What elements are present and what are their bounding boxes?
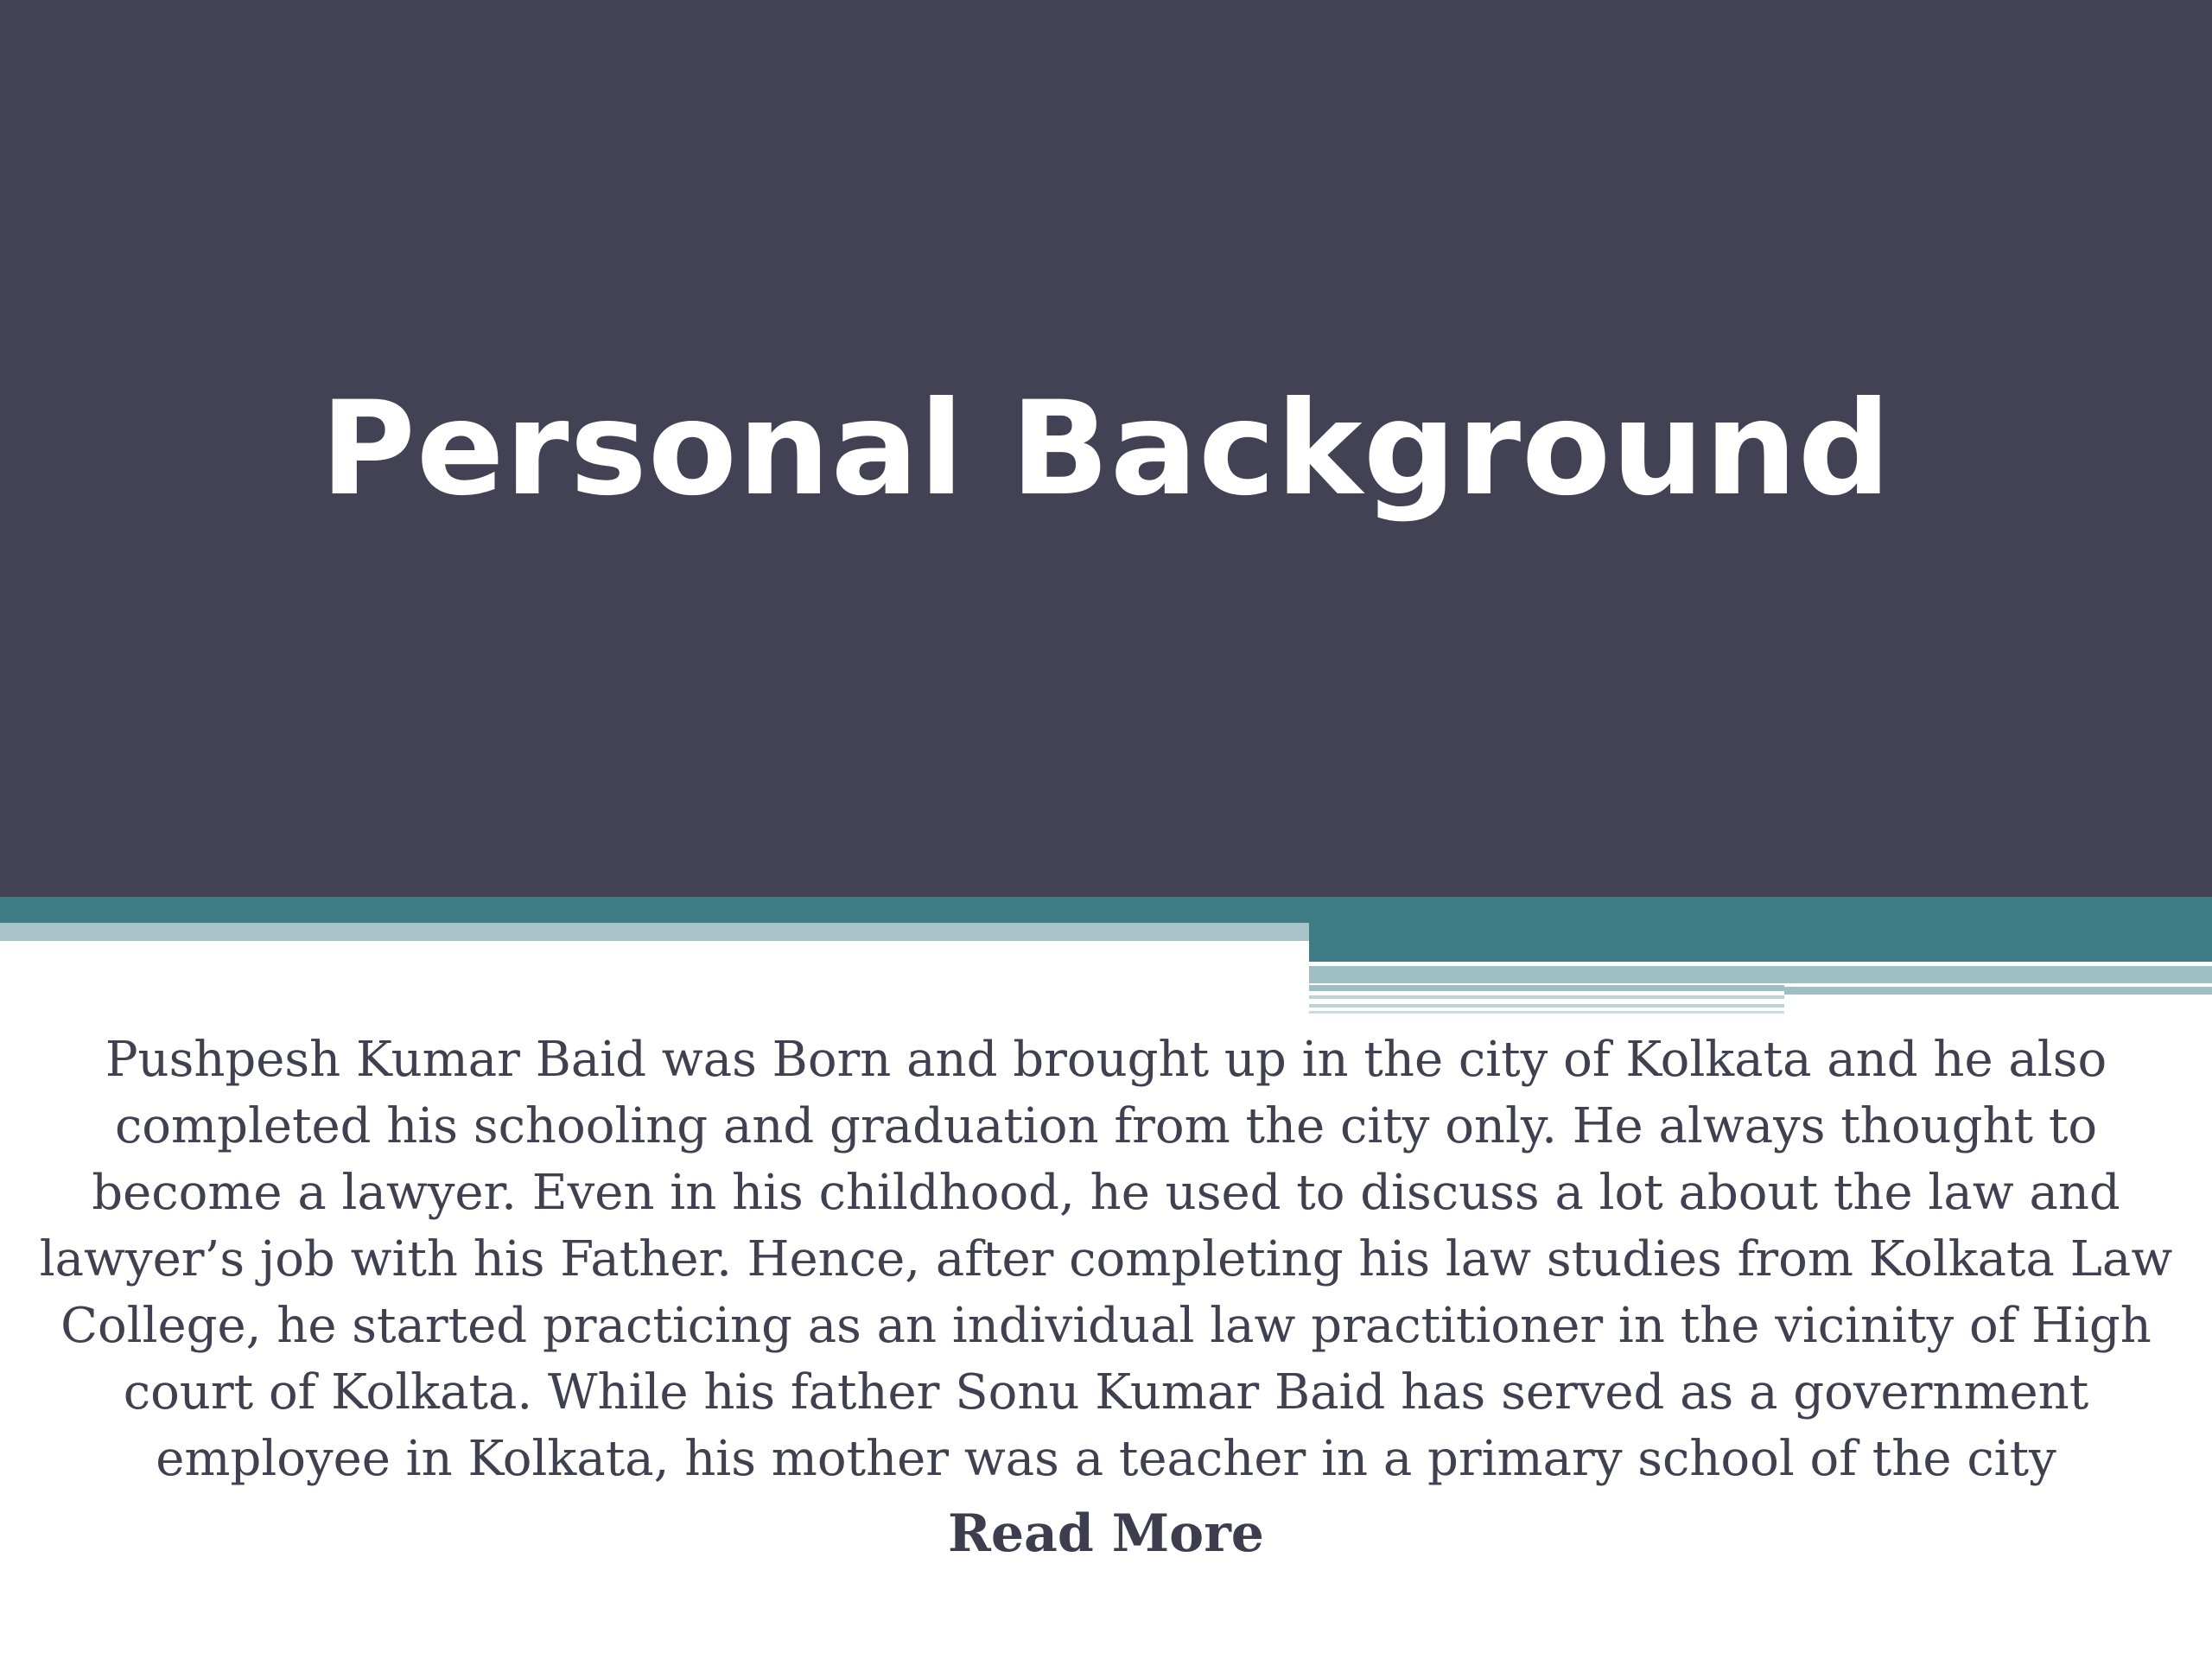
- decorative-stripe: [1309, 1004, 1784, 1007]
- decorative-band-light: [0, 923, 1309, 941]
- body-line: Pushpesh Kumar Baid was Born and brought up in the city of Kolkata and he also: [105, 1032, 2107, 1088]
- decorative-stripe: [1309, 985, 1784, 991]
- decorative-stripe: [1309, 995, 1784, 999]
- decorative-stripe: [1784, 987, 2212, 995]
- decorative-band-teal: [0, 897, 2212, 923]
- read-more-link[interactable]: Read More: [948, 1503, 1264, 1564]
- decorative-stripe: [2048, 966, 2212, 983]
- read-more-container: [0, 1499, 2212, 1568]
- body-line: court of Kolkata. While his father Sonu Kumar Baid has served as a government: [123, 1364, 2089, 1421]
- body-line: employee in Kolkata, his mother was a teacher in a primary school of the city: [156, 1431, 2056, 1487]
- decorative-stripe: [1309, 1011, 1784, 1014]
- body-paragraph: [35, 1027, 2177, 1492]
- body-line: lawyer’s job with his Father. Hence, after completing his law studies from Kolkata Law: [39, 1231, 2173, 1287]
- slide-title: Personal Background: [320, 374, 1892, 524]
- body-line: completed his schooling and graduation from the city only. He always thought to: [114, 1098, 2098, 1154]
- body-line: become a lawyer. Even in his childhood, he used to discuss a lot about the law and: [92, 1165, 2120, 1221]
- decorative-stripe: [1309, 966, 2048, 983]
- decorative-band-teal-right: [1309, 923, 2212, 962]
- body-line: College, he started practicing as an individual law practitioner in the vicinity of High: [60, 1298, 2152, 1354]
